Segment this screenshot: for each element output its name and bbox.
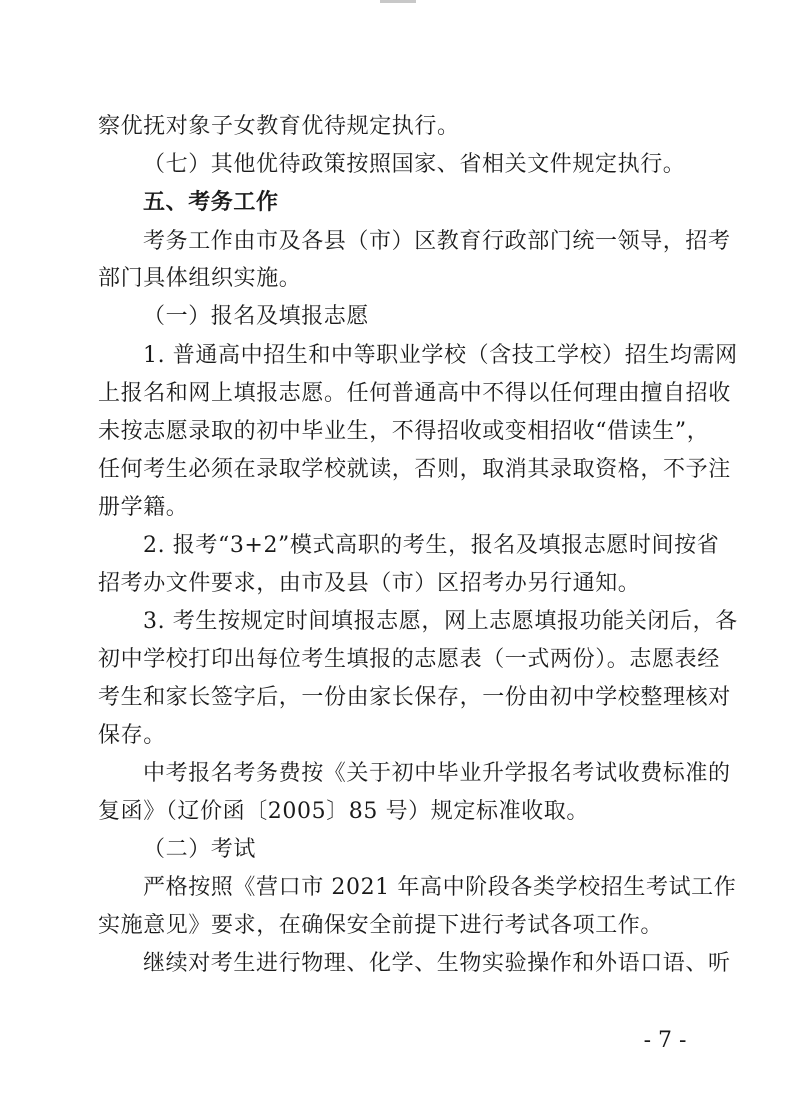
subsection-heading: （一）报名及填报志愿 bbox=[143, 304, 370, 329]
paragraph-line: 复函》（辽价函〔2005〕85 号）规定标准收取。 bbox=[98, 799, 589, 824]
paragraph-line: 察优抚对象子女教育优待规定执行。 bbox=[98, 114, 460, 139]
subsection-heading: （二）考试 bbox=[143, 837, 257, 862]
paragraph-line: 招考办文件要求，由市及县（市）区招考办另行通知。 bbox=[98, 571, 641, 596]
paragraph-line: 任何考生必须在录取学校就读，否则，取消其录取资格，不予注 bbox=[98, 457, 731, 482]
paragraph-line: 未按志愿录取的初中毕业生，不得招收或变相招收“借读生”， bbox=[98, 419, 710, 444]
paragraph-line: 初中学校打印出每位考生填报的志愿表（一式两份）。志愿表经 bbox=[98, 647, 720, 672]
paragraph-line: （七）其他优待政策按照国家、省相关文件规定执行。 bbox=[143, 152, 686, 177]
paragraph-line: 考生和家长签字后，一份由家长保存，一份由初中学校整理核对 bbox=[98, 685, 731, 710]
page-number: - 7 - bbox=[643, 1028, 687, 1053]
paragraph-line: 保存。 bbox=[98, 723, 166, 748]
scan-mark bbox=[380, 0, 416, 3]
paragraph-line: 上报名和网上填报志愿。任何普通高中不得以任何理由擅自招收 bbox=[98, 381, 731, 406]
paragraph-line: 2. 报考“3+2”模式高职的考生，报名及填报志愿时间按省 bbox=[143, 533, 720, 558]
paragraph-line: 继续对考生进行物理、化学、生物实验操作和外语口语、听 bbox=[143, 951, 731, 976]
section-heading: 五、考务工作 bbox=[143, 190, 279, 215]
paragraph-line: 实施意见》要求，在确保安全前提下进行考试各项工作。 bbox=[98, 913, 664, 938]
paragraph-line: 中考报名考务费按《关于初中毕业升学报名考试收费标准的 bbox=[143, 761, 731, 786]
paragraph-line: 部门具体组织实施。 bbox=[98, 266, 302, 291]
paragraph-line: 严格按照《营口市 2021 年高中阶段各类学校招生考试工作 bbox=[143, 875, 737, 900]
paragraph-line: 3. 考生按规定时间填报志愿，网上志愿填报功能关闭后，各 bbox=[143, 609, 738, 634]
paragraph-line: 册学籍。 bbox=[98, 495, 189, 520]
paragraph-line: 1. 普通高中招生和中等职业学校（含技工学校）招生均需网 bbox=[143, 343, 738, 368]
paragraph-line: 考务工作由市及各县（市）区教育行政部门统一领导，招考 bbox=[143, 229, 731, 254]
